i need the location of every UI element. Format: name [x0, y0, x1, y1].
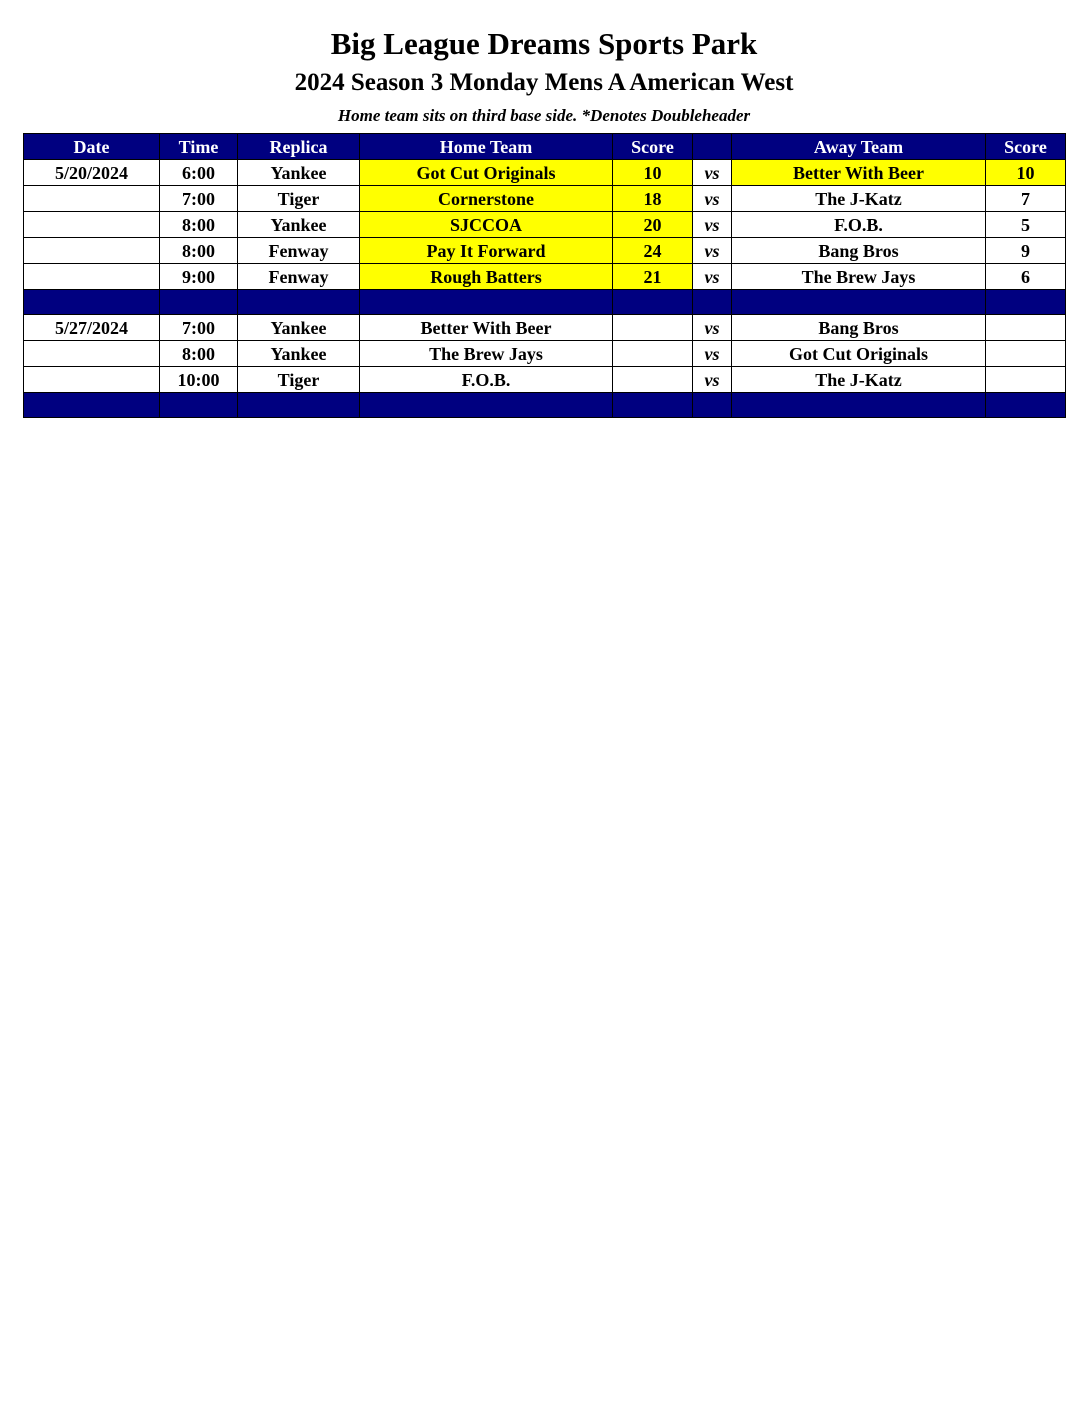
table-row [24, 238, 1066, 264]
away-score-cell: 10 [986, 160, 1066, 186]
table-row [24, 367, 1066, 393]
time-cell: 8:00 [160, 341, 238, 367]
away-score-cell: 9 [986, 238, 1066, 264]
column-header-home-score: Score [613, 134, 693, 160]
away-team-cell: Better With Beer [732, 160, 986, 186]
replica-cell: Fenway [238, 264, 360, 290]
home-score-cell: 20 [613, 212, 693, 238]
date-cell [24, 367, 160, 393]
away-score-cell: 5 [986, 212, 1066, 238]
time-cell: 8:00 [160, 212, 238, 238]
column-header-date: Date [24, 134, 160, 160]
table-row [24, 341, 1066, 367]
column-header-away-score: Score [986, 134, 1066, 160]
home-score-cell: 18 [613, 186, 693, 212]
column-header-time: Time [160, 134, 238, 160]
table-row [24, 264, 1066, 290]
vs-cell: vs [693, 341, 732, 367]
away-team-cell: Bang Bros [732, 315, 986, 341]
away-score-cell [986, 315, 1066, 341]
home-team-cell: Pay It Forward [360, 238, 613, 264]
schedule-note: Home team sits on third base side. *Denotes Doubleheader [337, 106, 751, 125]
vs-cell: vs [693, 367, 732, 393]
away-team-cell: Got Cut Originals [732, 341, 986, 367]
vs-cell: vs [693, 186, 732, 212]
column-header-replica: Replica [238, 134, 360, 160]
table-row [24, 160, 1066, 186]
home-score-cell [613, 367, 693, 393]
date-cell [24, 212, 160, 238]
vs-cell: vs [693, 315, 732, 341]
week-separator-row [24, 393, 1066, 418]
vs-cell: vs [693, 212, 732, 238]
header-row [24, 134, 1066, 160]
away-team-cell: The J-Katz [732, 186, 986, 212]
home-team-cell: Cornerstone [360, 186, 613, 212]
date-cell [24, 341, 160, 367]
home-team-cell: The Brew Jays [360, 341, 613, 367]
page-subtitle: 2024 Season 3 Monday Mens A American West [294, 69, 794, 96]
vs-cell: vs [693, 160, 732, 186]
away-score-cell [986, 367, 1066, 393]
away-team-cell: The J-Katz [732, 367, 986, 393]
home-team-cell: Rough Batters [360, 264, 613, 290]
replica-cell: Yankee [238, 212, 360, 238]
vs-cell: vs [693, 238, 732, 264]
home-team-cell: Got Cut Originals [360, 160, 613, 186]
home-score-cell [613, 315, 693, 341]
away-score-cell: 6 [986, 264, 1066, 290]
schedule-table [23, 133, 1066, 418]
away-team-cell: F.O.B. [732, 212, 986, 238]
home-score-cell: 21 [613, 264, 693, 290]
replica-cell: Tiger [238, 367, 360, 393]
time-cell: 7:00 [160, 315, 238, 341]
column-header-vs [693, 134, 732, 160]
date-cell: 5/20/2024 [24, 160, 160, 186]
time-cell: 9:00 [160, 264, 238, 290]
away-team-cell: Bang Bros [732, 238, 986, 264]
table-row [24, 186, 1066, 212]
time-cell: 6:00 [160, 160, 238, 186]
replica-cell: Yankee [238, 160, 360, 186]
replica-cell: Fenway [238, 238, 360, 264]
home-score-cell: 24 [613, 238, 693, 264]
home-team-cell: Better With Beer [360, 315, 613, 341]
home-score-cell: 10 [613, 160, 693, 186]
time-cell: 8:00 [160, 238, 238, 264]
replica-cell: Yankee [238, 341, 360, 367]
week-separator-row [24, 290, 1066, 315]
away-score-cell: 7 [986, 186, 1066, 212]
date-cell [24, 186, 160, 212]
away-team-cell: The Brew Jays [732, 264, 986, 290]
table-row [24, 315, 1066, 341]
replica-cell: Yankee [238, 315, 360, 341]
page-title: Big League Dreams Sports Park [330, 26, 758, 61]
time-cell: 10:00 [160, 367, 238, 393]
time-cell: 7:00 [160, 186, 238, 212]
home-team-cell: F.O.B. [360, 367, 613, 393]
column-header-home-team: Home Team [360, 134, 613, 160]
vs-cell: vs [693, 264, 732, 290]
home-team-cell: SJCCOA [360, 212, 613, 238]
home-score-cell [613, 341, 693, 367]
date-cell [24, 238, 160, 264]
table-row [24, 212, 1066, 238]
away-score-cell [986, 341, 1066, 367]
date-cell: 5/27/2024 [24, 315, 160, 341]
column-header-away-team: Away Team [732, 134, 986, 160]
date-cell [24, 264, 160, 290]
replica-cell: Tiger [238, 186, 360, 212]
